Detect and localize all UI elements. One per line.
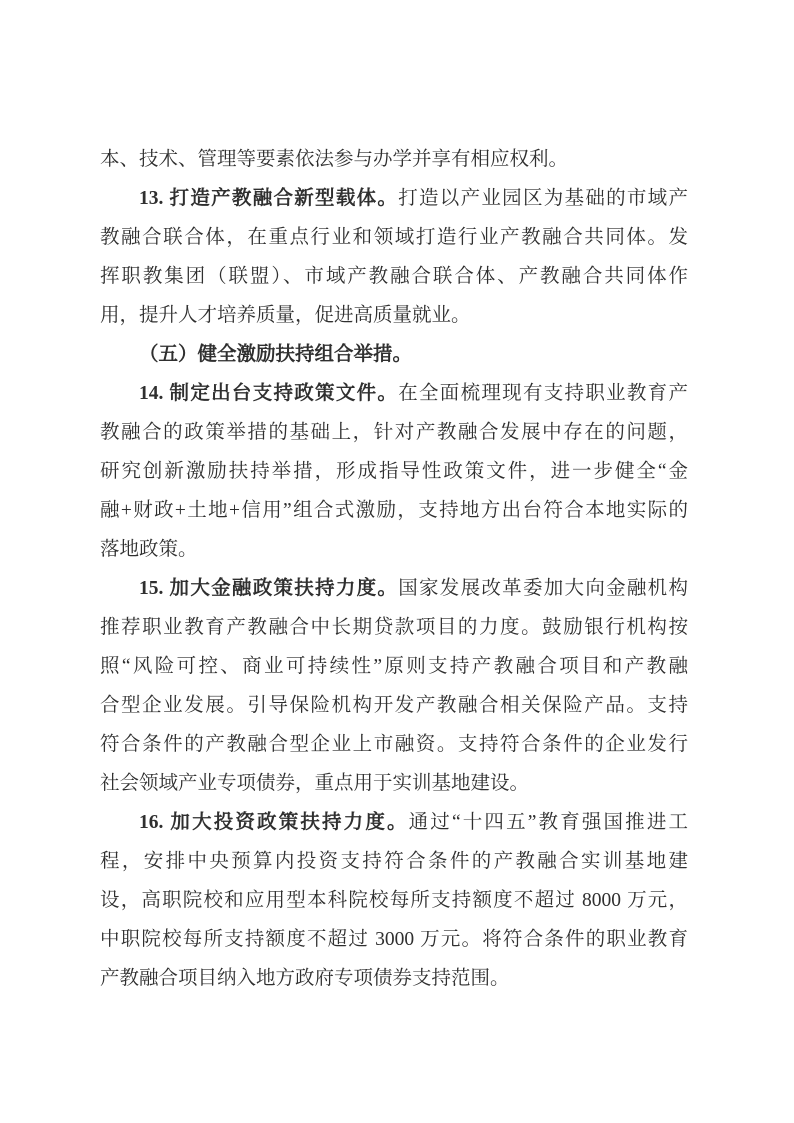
text-segment-bold: 16. 加大投资政策扶持力度。 [139, 812, 409, 833]
text-segment: 符合条件的产教融合型企业上市融资。支持符合条件的企业发行 [100, 734, 688, 755]
text-line [100, 179, 688, 218]
text-segment-bold: 13. 打造产教融合新型载体。 [139, 188, 399, 209]
text-segment: 国家发展改革委加大向金融机构 [398, 578, 688, 599]
text-line [100, 920, 688, 959]
text-line [100, 140, 688, 179]
text-line [100, 374, 688, 413]
text-segment-bold: （五）健全激励扶持组合举措。 [139, 344, 413, 365]
text-segment: 产教融合项目纳入地方政府专项债券支持范围。 [100, 968, 510, 989]
text-segment: 落地政策。 [100, 539, 198, 560]
text-line [100, 803, 688, 842]
text-segment: 中职院校每所支持额度不超过 3000 万元。将符合条件的职业教育 [100, 929, 688, 950]
text-segment: 合型企业发展。引导保险机构开发产教融合相关保险产品。支持 [100, 695, 688, 716]
document-text-block [100, 140, 688, 998]
text-line [100, 959, 688, 998]
text-line [100, 257, 688, 296]
text-segment: 社会领域产业专项债券，重点用于实训基地建设。 [100, 773, 530, 794]
text-segment: 设，高职院校和应用型本科院校每所支持额度不超过 8000 万元， [100, 890, 688, 911]
text-segment: 通过“十四五”教育强国推进工 [408, 812, 688, 833]
text-segment: 本、技术、管理等要素依法参与办学并享有相应权利。 [100, 149, 569, 170]
text-line [100, 296, 688, 335]
text-line [100, 764, 688, 803]
text-line [100, 569, 688, 608]
text-segment: 照“风险可控、商业可持续性”原则支持产教融合项目和产教融 [100, 656, 688, 677]
text-segment: 推荐职业教育产教融合中长期贷款项目的力度。鼓励银行机构按 [100, 617, 688, 638]
text-line [100, 218, 688, 257]
text-segment-bold: 14. 制定出台支持政策文件。 [139, 383, 399, 404]
text-segment: 教融合的政策举措的基础上，针对产教融合发展中存在的问题， [100, 422, 688, 443]
text-segment: 在全面梳理现有支持职业教育产 [398, 383, 688, 404]
text-segment: 打造以产业园区为基础的市域产 [398, 188, 688, 209]
text-line [100, 725, 688, 764]
text-segment: 程，安排中央预算内投资支持符合条件的产教融合实训基地建 [100, 851, 688, 872]
text-segment: 融+财政+土地+信用”组合式激励，支持地方出台符合本地实际的 [100, 500, 688, 521]
text-segment: 挥职教集团（联盟）、市域产教融合联合体、产教融合共同体作 [100, 266, 688, 287]
text-segment-bold: 15. 加大金融政策扶持力度。 [139, 578, 399, 599]
text-line [100, 530, 688, 569]
text-line [100, 413, 688, 452]
text-line [100, 335, 688, 374]
text-line [100, 686, 688, 725]
text-line [100, 452, 688, 491]
text-line [100, 608, 688, 647]
text-segment: 教融合联合体，在重点行业和领域打造行业产教融合共同体。发 [100, 227, 688, 248]
text-segment: 研究创新激励扶持举措，形成指导性政策文件，进一步健全“金 [100, 461, 688, 482]
text-line [100, 647, 688, 686]
text-line [100, 881, 688, 920]
text-segment: 用，提升人才培养质量，促进高质量就业。 [100, 305, 471, 326]
text-line [100, 842, 688, 881]
text-line [100, 491, 688, 530]
